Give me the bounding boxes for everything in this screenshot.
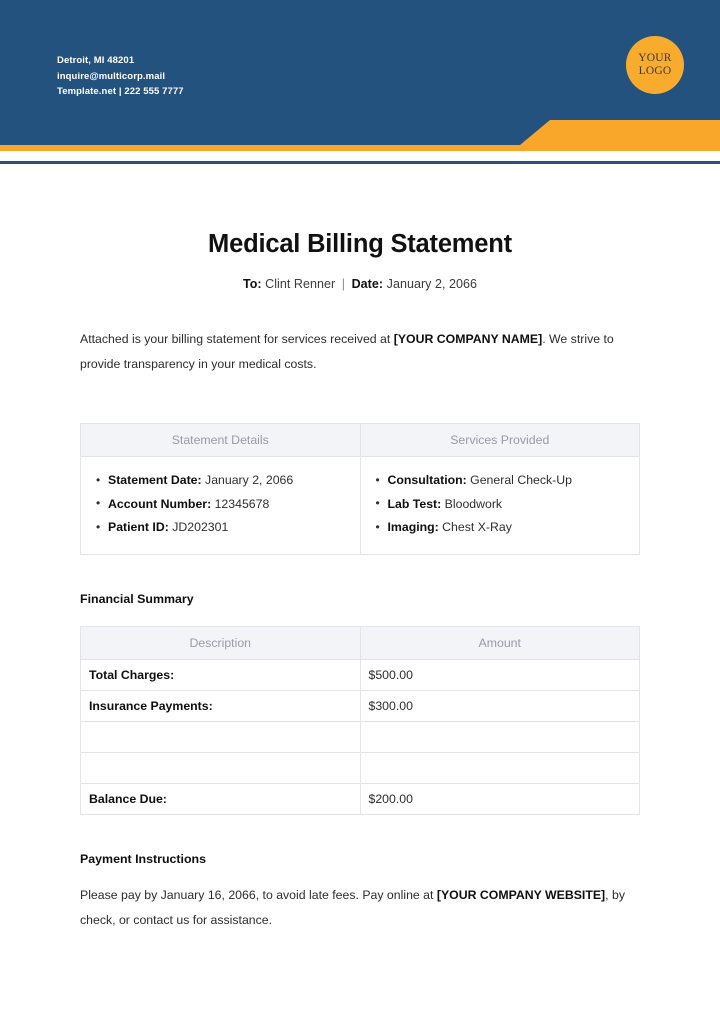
imaging-label: Imaging: (387, 520, 439, 534)
header-blue-rule (0, 161, 720, 164)
table-header-row (81, 424, 640, 457)
statement-details-cell (81, 457, 361, 555)
insurance-payments-amount: $300.00 (360, 690, 640, 721)
list-item (375, 493, 626, 517)
total-charges-amount: $500.00 (360, 659, 640, 690)
to-value: Clint Renner (265, 277, 336, 291)
to-label: To: (242, 277, 262, 291)
financial-summary-heading: Financial Summary (80, 591, 194, 606)
company-logo (626, 36, 684, 94)
date-label: Date: (351, 277, 384, 291)
account-number-value: 12345678 (214, 496, 270, 511)
column-header-description: Description (81, 626, 361, 659)
statement-date-label: Statement Date: (108, 473, 202, 487)
company-address: Detroit, MI 48201 (57, 55, 135, 66)
balance-due-amount: $200.00 (360, 783, 640, 814)
company-contact-block (57, 53, 184, 100)
list-item (375, 516, 626, 540)
total-charges-label: Total Charges: (81, 659, 361, 690)
logo-line-1: YOUR (638, 52, 672, 64)
patient-id-label: Patient ID: (108, 520, 169, 534)
payment-text-end: , by check, or contact us for assistance. (80, 887, 625, 927)
column-header-statement-details: Statement Details (81, 424, 361, 457)
financial-summary-table (80, 626, 640, 815)
patient-id-value: JD202301 (172, 520, 229, 534)
recipient-date-line (80, 277, 640, 291)
payment-text-start: Please pay by January 16, 2066, to avoid late fees. Pay online at (80, 887, 437, 902)
page-header (0, 0, 720, 145)
services-provided-cell (360, 457, 640, 555)
intro-text-end: . We strive to provide transparency in your medical costs. (80, 332, 614, 371)
statement-info-table (80, 423, 640, 555)
consultation-label: Consultation: (387, 473, 467, 487)
table-row (81, 783, 640, 814)
services-provided-list (375, 469, 626, 540)
list-item (95, 516, 346, 540)
header-stripe-gap (0, 151, 720, 161)
intro-paragraph (80, 327, 640, 377)
field-divider: | (341, 277, 346, 291)
statement-date-value: January 2, 2066 (205, 473, 294, 487)
list-item (95, 493, 346, 517)
header-accent-wedge (520, 120, 720, 145)
list-item (375, 469, 626, 493)
empty-row-1-description (81, 721, 361, 752)
account-number-label: Account Number: (108, 496, 212, 511)
table-row (81, 752, 640, 783)
imaging-value: Chest X-Ray (442, 520, 512, 534)
payment-instructions-heading: Payment Instructions (80, 851, 206, 866)
intro-company-placeholder: [YOUR COMPANY NAME] (393, 332, 543, 346)
intro-text-start: Attached is your billing statement for services received at (80, 332, 394, 346)
consultation-value: General Check-Up (470, 473, 572, 487)
table-row (81, 690, 640, 721)
column-header-amount: Amount (360, 626, 640, 659)
date-value: January 2, 2066 (386, 277, 478, 291)
document-body (0, 230, 720, 933)
empty-row-2-amount (360, 752, 640, 783)
column-header-services-provided: Services Provided (360, 424, 640, 457)
page-title: Medical Billing Statement (208, 230, 512, 258)
table-row (81, 457, 640, 555)
empty-row-1-amount (360, 721, 640, 752)
logo-line-2: LOGO (638, 65, 672, 77)
payment-website-placeholder: [YOUR COMPANY WEBSITE] (436, 887, 606, 902)
company-website-phone: Template.net | 222 555 7777 (57, 86, 184, 97)
table-row (81, 659, 640, 690)
insurance-payments-label: Insurance Payments: (81, 690, 361, 721)
company-email: inquire@multicorp.mail (57, 70, 166, 82)
list-item (95, 469, 346, 493)
table-row (81, 721, 640, 752)
empty-row-2-description (81, 752, 361, 783)
lab-test-label: Lab Test: (387, 496, 442, 511)
payment-instructions-paragraph (80, 883, 640, 933)
table-header-row (81, 626, 640, 659)
lab-test-value: Bloodwork (444, 496, 503, 511)
balance-due-label: Balance Due: (81, 783, 361, 814)
statement-details-list (95, 469, 346, 540)
